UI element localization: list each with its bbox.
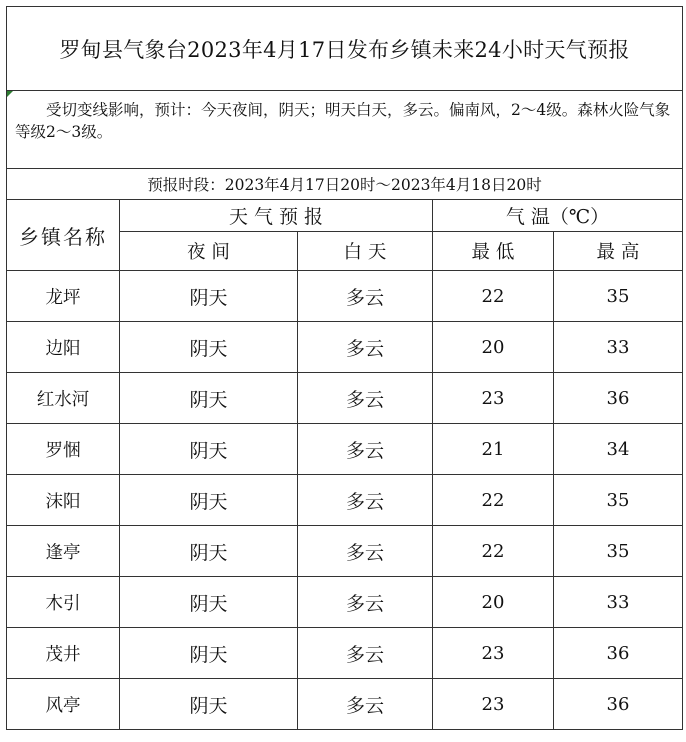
high-temperature: 36 — [554, 679, 683, 730]
table-row — [7, 373, 683, 424]
forecast-table — [6, 6, 683, 730]
day-weather: 多云 — [298, 628, 433, 679]
cell-corner-marker — [7, 91, 13, 97]
day-weather: 多云 — [298, 424, 433, 475]
town-name: 风亭 — [7, 679, 120, 730]
town-name: 沫阳 — [7, 475, 120, 526]
header-weather-forecast: 天 气 预 报 — [120, 200, 433, 232]
high-temperature: 36 — [554, 628, 683, 679]
summary-text: 受切变线影响，预计：今天夜间，阴天；明天白天，多云。偏南风，2～4级。森林火险气象等级2～3级。 — [15, 101, 671, 141]
day-weather: 多云 — [298, 475, 433, 526]
header-day: 白 天 — [298, 232, 433, 271]
night-weather: 阴天 — [120, 424, 298, 475]
high-temperature: 35 — [554, 475, 683, 526]
town-name: 逢亭 — [7, 526, 120, 577]
low-temperature: 21 — [433, 424, 554, 475]
low-temperature: 23 — [433, 373, 554, 424]
day-weather: 多云 — [298, 526, 433, 577]
day-weather: 多云 — [298, 322, 433, 373]
forecast-summary — [7, 91, 683, 169]
table-row — [7, 526, 683, 577]
town-name: 红水河 — [7, 373, 120, 424]
town-name: 茂井 — [7, 628, 120, 679]
table-row — [7, 271, 683, 322]
high-temperature: 33 — [554, 322, 683, 373]
high-temperature: 36 — [554, 373, 683, 424]
night-weather: 阴天 — [120, 271, 298, 322]
night-weather: 阴天 — [120, 679, 298, 730]
night-weather: 阴天 — [120, 628, 298, 679]
low-temperature: 22 — [433, 526, 554, 577]
low-temperature: 23 — [433, 628, 554, 679]
header-town-name: 乡镇名称 — [7, 200, 120, 271]
town-name: 罗悃 — [7, 424, 120, 475]
day-weather: 多云 — [298, 373, 433, 424]
day-weather: 多云 — [298, 577, 433, 628]
day-weather: 多云 — [298, 679, 433, 730]
high-temperature: 35 — [554, 526, 683, 577]
header-night: 夜 间 — [120, 232, 298, 271]
table-row — [7, 628, 683, 679]
header-high: 最 高 — [554, 232, 683, 271]
low-temperature: 23 — [433, 679, 554, 730]
low-temperature: 20 — [433, 322, 554, 373]
high-temperature: 35 — [554, 271, 683, 322]
table-row — [7, 424, 683, 475]
night-weather: 阴天 — [120, 322, 298, 373]
town-name: 龙坪 — [7, 271, 120, 322]
low-temperature: 20 — [433, 577, 554, 628]
header-low: 最 低 — [433, 232, 554, 271]
high-temperature: 33 — [554, 577, 683, 628]
day-weather: 多云 — [298, 271, 433, 322]
night-weather: 阴天 — [120, 475, 298, 526]
night-weather: 阴天 — [120, 526, 298, 577]
high-temperature: 34 — [554, 424, 683, 475]
document-title: 罗甸县气象台2023年4月17日发布乡镇未来24小时天气预报 — [7, 7, 683, 91]
night-weather: 阴天 — [120, 373, 298, 424]
town-name: 边阳 — [7, 322, 120, 373]
header-temperature: 气 温（℃） — [433, 200, 683, 232]
table-row — [7, 679, 683, 730]
low-temperature: 22 — [433, 475, 554, 526]
table-row — [7, 322, 683, 373]
forecast-period: 预报时段：2023年4月17日20时～2023年4月18日20时 — [7, 169, 683, 200]
table-row — [7, 475, 683, 526]
table-row — [7, 577, 683, 628]
town-name: 木引 — [7, 577, 120, 628]
low-temperature: 22 — [433, 271, 554, 322]
night-weather: 阴天 — [120, 577, 298, 628]
